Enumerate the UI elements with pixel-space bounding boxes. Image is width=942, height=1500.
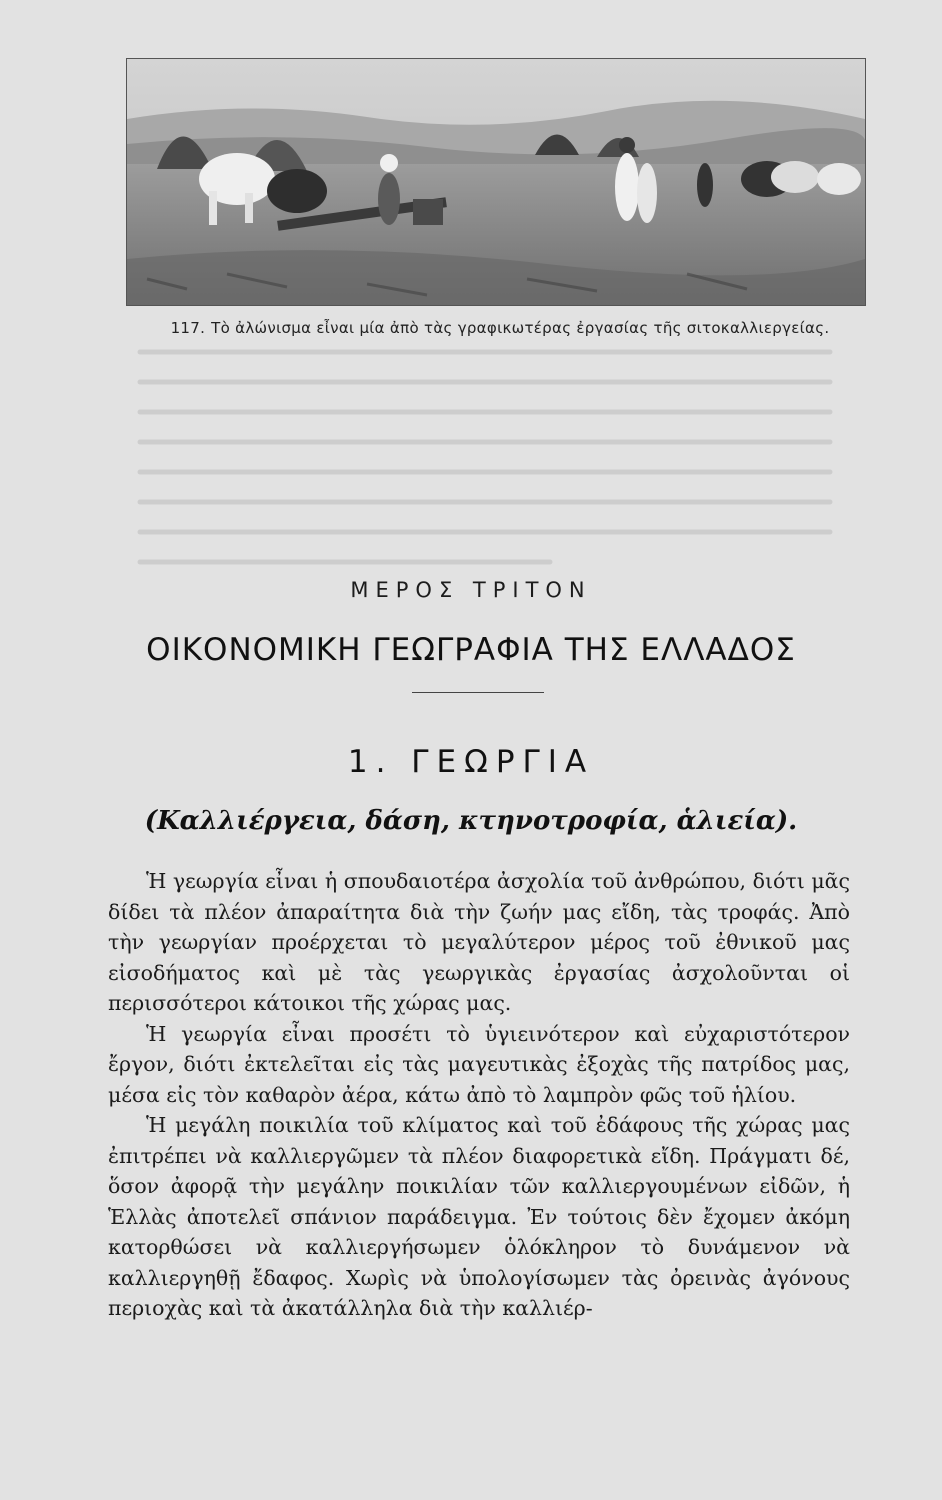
show-through-texture (130, 310, 850, 580)
chapter-title: 1. ΓΕΩΡΓΙΑ (347, 744, 595, 780)
threshing-scene-image (127, 59, 865, 305)
threshing-photo (126, 58, 866, 306)
figure-caption (150, 318, 850, 339)
chapter-subtitle: (Καλλιέργεια, δάση, κτηνοτροφία, ἁλιεία). (144, 806, 798, 836)
figure-number: 117. (170, 319, 206, 337)
part-label: ΜΕΡΟΣ ΤΡΙΤΟΝ (350, 578, 592, 602)
paragraph: Ἡ μεγάλη ποικιλία τοῦ κλίματος καὶ τοῦ ἐδάφους τῆς χώρας μας ἐπιτρέπει νὰ καλλιεργῶμεν τὰ πλέον διαφορετικὰ εἴδη. Πράγματι δέ, ὅσον ἀφορᾷ τὴν μεγάλην ποικιλίαν τῶν καλλιεργουμένων εἰδῶν, ἡ Ἑλλὰς ἀποτελεῖ σπάνιον παράδειγμα. Ἐν τούτοις δὲν ἔχομεν ἀκόμη κατορθώσει νὰ καλλιεργήσωμεν ὁλόκληρον τὸ δυνάμενον νὰ καλλιεργηθῇ ἔδαφος. Χωρὶς νὰ ὑπολογίσωμεν τὰς ὀρεινὰς ἀγόνους περιοχὰς καὶ τὰ ἀκατάλληλα διὰ τὴν καλλιέρ- (108, 1113, 850, 1320)
main-title: ΟΙΚΟΝΟΜΙΚΗ ΓΕΩΓΡΑΦΙΑ ΤΗΣ ΕΛΛΑΔΟΣ (146, 632, 796, 668)
figure-caption-text: Τὸ ἀλώνισμα εἶναι μία ἀπὸ τὰς γραφικωτέρας ἐργασίας τῆς σιτοκαλλιεργείας. (211, 319, 830, 337)
paragraph: Ἡ γεωργία εἶναι προσέτι τὸ ὑγιεινότερον καὶ εὐχαριστότερον ἔργον, διότι ἐκτελεῖται εἰς τὰς μαγευτικὰς ἐξοχὰς τῆς πατρίδος μας, μέσα εἰς τὸν καθαρὸν ἀέρα, κάτω ἀπὸ τὸ λαμπρὸν φῶς τοῦ ἡλίου. (108, 1021, 850, 1107)
body-text (108, 866, 850, 1324)
title-divider (412, 692, 544, 693)
paragraph: Ἡ γεωργία εἶναι ἡ σπουδαιοτέρα ἀσχολία τοῦ ἀνθρώπου, διότι μᾶς δίδει τὰ πλέον ἀπαραίτητα διὰ τὴν ζωήν μας εἴδη, τὰς τροφάς. Ἀπὸ τὴν γεωργίαν προέρχεται τὸ μεγαλύτερον μέρος τοῦ ἐθνικοῦ μας εἰσοδήματος καὶ μὲ τὰς γεωργικὰς ἐργασίας ἀσχολοῦνται οἱ περισσότεροι κάτοικοι τῆς χώρας μας. (108, 869, 850, 1015)
